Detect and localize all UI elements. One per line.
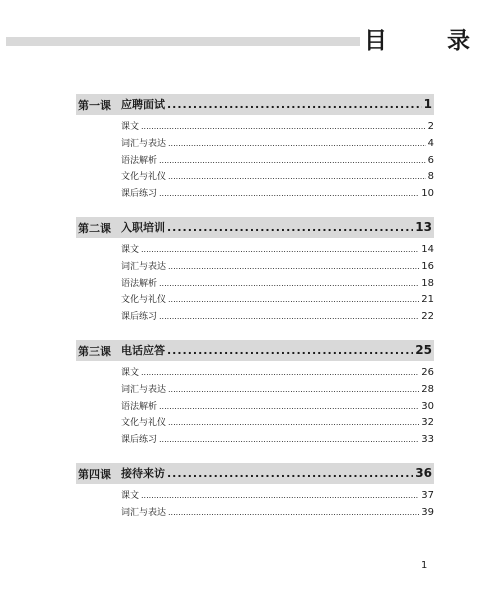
toc-entry[interactable] <box>121 153 434 170</box>
dot-leader <box>167 221 413 234</box>
table-of-contents <box>0 94 500 536</box>
entry-page-number: 28 <box>421 383 434 395</box>
entry-title: 文化与礼仪 <box>121 172 167 183</box>
entry-title: 文化与礼仪 <box>121 418 167 429</box>
entry-page-number: 21 <box>421 294 434 306</box>
lesson-title: 接待来访 <box>121 466 165 480</box>
toc-entry[interactable] <box>121 488 434 505</box>
entry-title: 课后练习 <box>121 189 158 200</box>
lesson-page-number: 36 <box>415 465 432 480</box>
entry-page-number: 32 <box>421 417 434 429</box>
dot-leader <box>141 368 419 377</box>
toc-entry[interactable] <box>121 399 434 416</box>
toc-entry[interactable] <box>121 136 434 153</box>
dot-leader <box>141 245 419 254</box>
entry-title: 词汇与表达 <box>121 507 167 518</box>
dot-leader <box>159 156 426 165</box>
lesson-title: 电话应答 <box>121 343 165 357</box>
lesson-title: 入职培训 <box>121 220 165 234</box>
dot-leader <box>168 295 419 304</box>
toc-section-lesson-1 <box>0 94 500 203</box>
lesson-number: 第二课 <box>78 221 111 235</box>
entry-title: 词汇与表达 <box>121 138 167 149</box>
dot-leader <box>159 312 419 321</box>
entry-title: 课文 <box>121 244 140 255</box>
dot-leader <box>168 172 426 181</box>
entry-page-number: 33 <box>421 434 434 446</box>
toc-entry[interactable] <box>121 292 434 309</box>
entry-page-number: 30 <box>421 400 434 412</box>
lesson-number: 第一课 <box>78 99 111 112</box>
entry-page-number: 10 <box>421 188 434 200</box>
entry-title: 词汇与表达 <box>121 261 167 272</box>
page-number: 1 <box>421 560 428 571</box>
toc-entry[interactable] <box>121 242 434 259</box>
entry-page-number: 39 <box>421 506 434 518</box>
dot-leader <box>168 508 419 517</box>
toc-entry[interactable] <box>121 382 434 399</box>
dot-leader <box>141 122 426 131</box>
entry-title: 语法解析 <box>121 401 158 412</box>
title-decoration-bar <box>6 37 360 46</box>
lesson-number: 第四课 <box>78 467 111 481</box>
toc-entry[interactable] <box>121 119 434 136</box>
dot-leader <box>159 189 419 198</box>
entry-page-number: 4 <box>427 137 434 149</box>
entry-title: 语法解析 <box>121 155 158 166</box>
entry-title: 课后练习 <box>121 435 158 446</box>
lesson-page-number: 13 <box>415 219 432 234</box>
toc-entry[interactable] <box>121 309 434 326</box>
entry-title: 课文 <box>121 122 140 132</box>
entry-page-number: 14 <box>421 243 434 255</box>
toc-entry[interactable] <box>121 276 434 293</box>
dot-leader <box>159 435 419 444</box>
entry-page-number: 18 <box>421 277 434 289</box>
toc-entry[interactable] <box>121 169 434 186</box>
lesson-page-number: 1 <box>423 97 432 111</box>
entry-page-number: 22 <box>421 311 434 323</box>
entry-page-number: 6 <box>427 154 434 166</box>
dot-leader <box>168 418 419 427</box>
entry-title: 词汇与表达 <box>121 384 167 395</box>
lesson-heading[interactable] <box>76 217 434 238</box>
entry-page-number: 26 <box>421 366 434 378</box>
entry-page-number: 16 <box>421 260 434 272</box>
dot-leader <box>168 262 419 271</box>
entry-title: 文化与礼仪 <box>121 295 167 306</box>
toc-entry[interactable] <box>121 259 434 276</box>
lesson-title: 应聘面试 <box>121 98 165 111</box>
dot-leader <box>167 98 422 111</box>
entry-title: 语法解析 <box>121 278 158 289</box>
dot-leader <box>167 344 413 357</box>
toc-section-lesson-3 <box>0 340 500 449</box>
toc-entry[interactable] <box>121 186 434 203</box>
page-title: 目 录 <box>364 27 497 54</box>
dot-leader <box>168 139 426 148</box>
dot-leader <box>168 385 419 394</box>
lesson-heading[interactable] <box>76 94 434 115</box>
dot-leader <box>141 491 419 500</box>
dot-leader <box>167 467 413 480</box>
toc-entry[interactable] <box>121 365 434 382</box>
dot-leader <box>159 279 419 288</box>
toc-entry[interactable] <box>121 432 434 449</box>
toc-section-lesson-2 <box>0 217 500 326</box>
lesson-page-number: 25 <box>415 342 432 357</box>
toc-entry[interactable] <box>121 415 434 432</box>
entry-title: 课文 <box>121 367 140 378</box>
lesson-number: 第三课 <box>78 344 111 358</box>
lesson-heading[interactable] <box>76 463 434 484</box>
entry-page-number: 37 <box>421 489 434 501</box>
toc-entry[interactable] <box>121 505 434 522</box>
entry-page-number: 8 <box>427 171 434 183</box>
entry-title: 课文 <box>121 490 140 501</box>
lesson-heading[interactable] <box>76 340 434 361</box>
entry-title: 课后练习 <box>121 312 158 323</box>
entry-page-number: 2 <box>427 121 434 132</box>
toc-section-lesson-4 <box>0 463 500 522</box>
dot-leader <box>159 402 419 411</box>
